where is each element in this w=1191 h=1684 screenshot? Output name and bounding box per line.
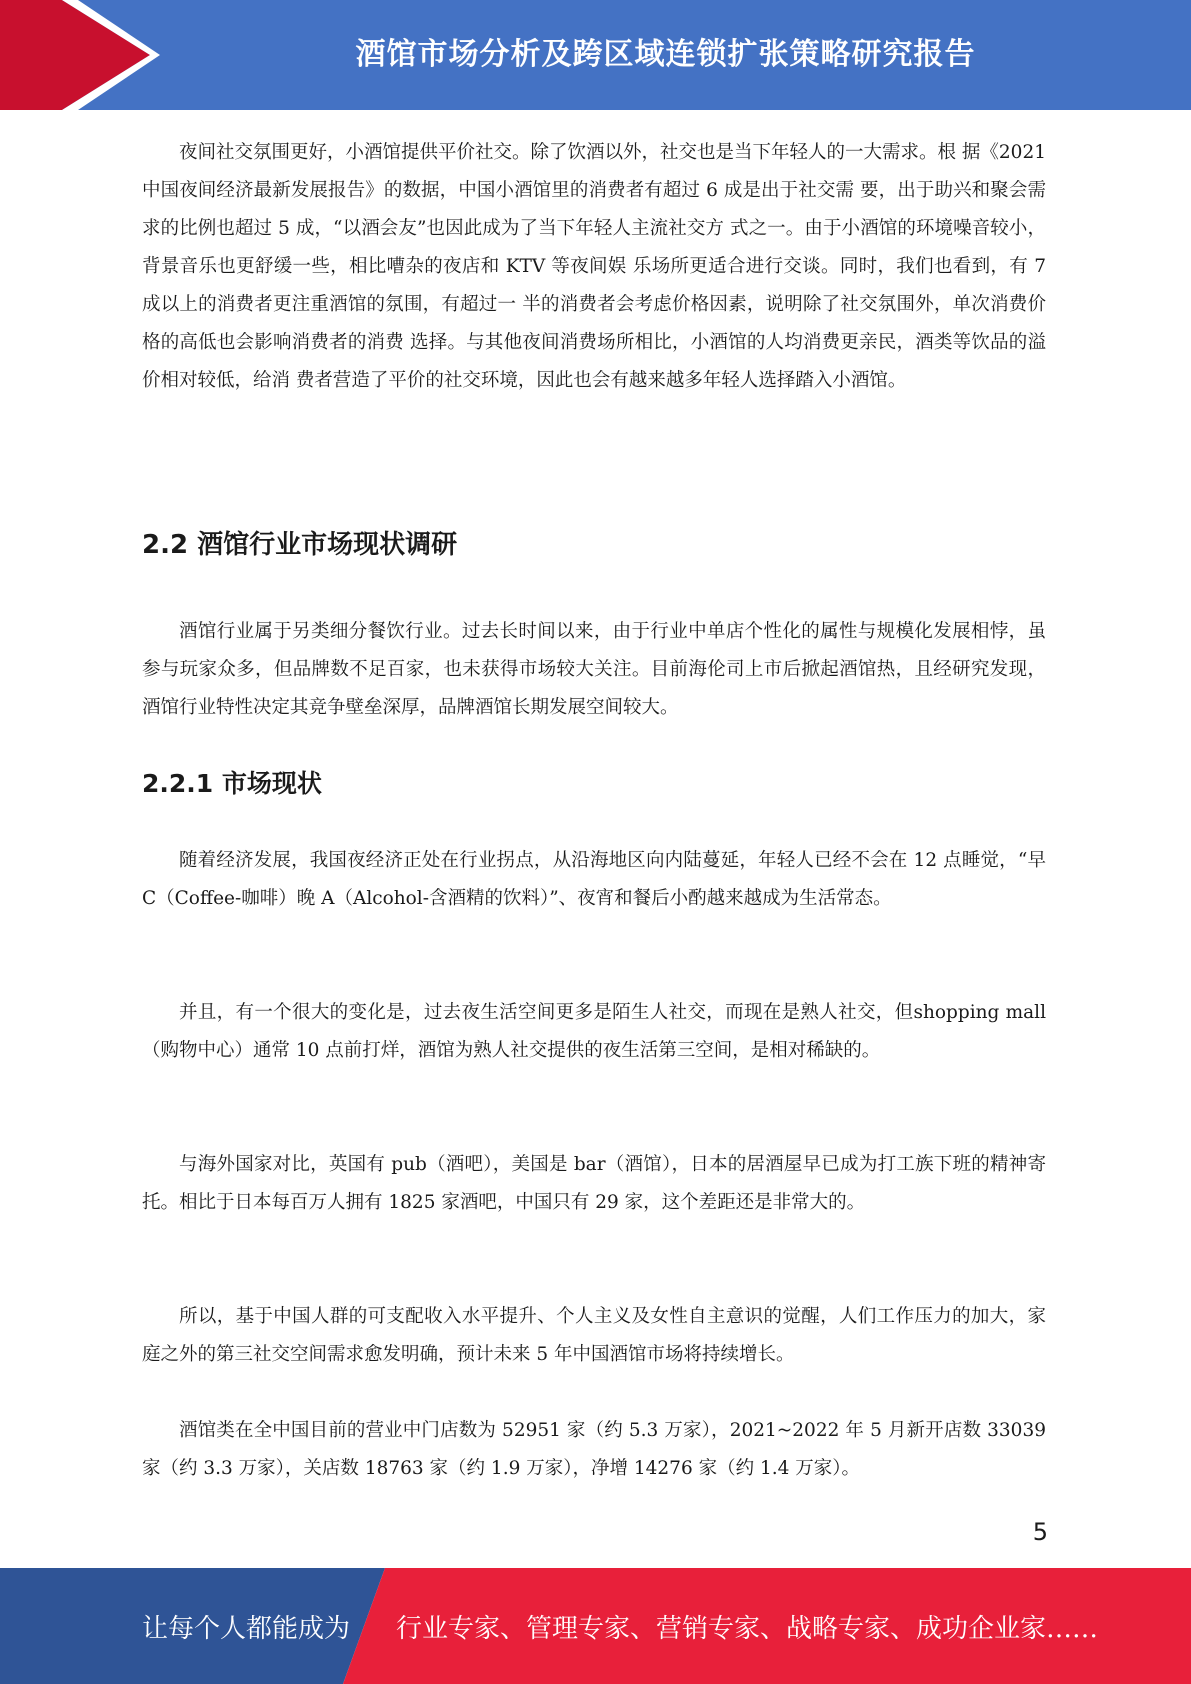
- market-paragraph: 随着经济发展，我国夜经济正处在行业拐点，从沿海地区向内陆蔓延，年轻人已经不会在 12 点睡觉，“早 C（Coffee-咖啡）晚 A（Alcohol-含酒精的饮料）”、夜宵和餐后小酌越来越成为生活常态。: [142, 850, 1046, 909]
- footer-slogan-left: 让每个人都能成为: [142, 1613, 351, 1644]
- market-paragraph: 所以，基于中国人群的可支配收入水平提升、个人主义及女性自主意识的觉醒，人们工作压力的加大，家庭之外的第三社交空间需求愈发明确，预计未来 5 年中国酒馆市场将持续增长。: [142, 1306, 1046, 1365]
- section-2-2-paragraph: 酒馆行业属于另类细分餐饮行业。过去长时间以来，由于行业中单店个性化的属性与规模化发展相悖，虽参与玩家众多，但品牌数不足百家，也未获得市场较大关注。目前海伦司上市后掀起酒馆热，且经研究发现，酒馆行业特性决定其竞争壁垒深厚，品牌酒馆长期发展空间较大。: [142, 621, 1046, 718]
- intro-paragraph: 夜间社交氛围更好，小酒馆提供平价社交。除了饮酒以外，社交也是当下年轻人的一大需求。根 据《2021 中国夜间经济最新发展报告》的数据，中国小酒馆里的消费者有超过 6 成是出于社交需 要，出于助兴和聚会需求的比例也超过 5 成，“以酒会友”也因此成为了当下年轻人主流社交方 式之一。由于小酒馆的环境噪音较小，背景音乐也更舒缓一些，相比嘈杂的夜店和 KTV 等夜间娱 乐场所更适合进行交谈。同时，我们也看到，有 7 成以上的消费者更注重酒馆的氛围，有超过一 半的消费者会考虑价格因素，说明除了社交氛围外，单次消费价格的高低也会影响消费者的消费 选择。与其他夜间消费场所相比，小酒馆的人均消费更亲民，酒类等饮品的溢价相对较低，给消 费者营造了平价的社交环境，因此也会有越来越多年轻人选择踏入小酒馆。: [142, 142, 1046, 391]
- red-chevron-icon: [0, 0, 160, 110]
- market-paragraph: 与海外国家对比，英国有 pub（酒吧），美国是 bar（酒馆），日本的居酒屋早已成为打工族下班的精神寄托。相比于日本每百万人拥有 1825 家酒吧，中国只有 29 家，这个差距还是非常大的。: [142, 1154, 1046, 1213]
- report-title: 酒馆市场分析及跨区域连锁扩张策略研究报告: [355, 37, 976, 72]
- section-2-2-heading: 2.2 酒馆行业市场现状调研: [142, 530, 458, 560]
- report-header: [0, 0, 1191, 110]
- section-2-2-1-heading: 2.2.1 市场现状: [142, 769, 322, 798]
- footer-slogan-right: 行业专家、管理专家、营销专家、战略专家、成功企业家……: [396, 1613, 1099, 1644]
- market-paragraph: 并且，有一个很大的变化是，过去夜生活空间更多是陌生人社交，而现在是熟人社交，但shopping mall（购物中心）通常 10 点前打烊，酒馆为熟人社交提供的夜生活第三空间，是相对稀缺的。: [142, 1002, 1046, 1061]
- market-paragraph: 酒馆类在全中国目前的营业中门店数为 52951 家（约 5.3 万家），2021~2022 年 5 月新开店数 33039 家（约 3.3 万家），关店数 18763 家（约 1.9 万家），净增 14276 家（约 1.4 万家）。: [142, 1420, 1046, 1479]
- report-footer: [0, 1568, 1191, 1684]
- page-number: 5: [1032, 1518, 1048, 1546]
